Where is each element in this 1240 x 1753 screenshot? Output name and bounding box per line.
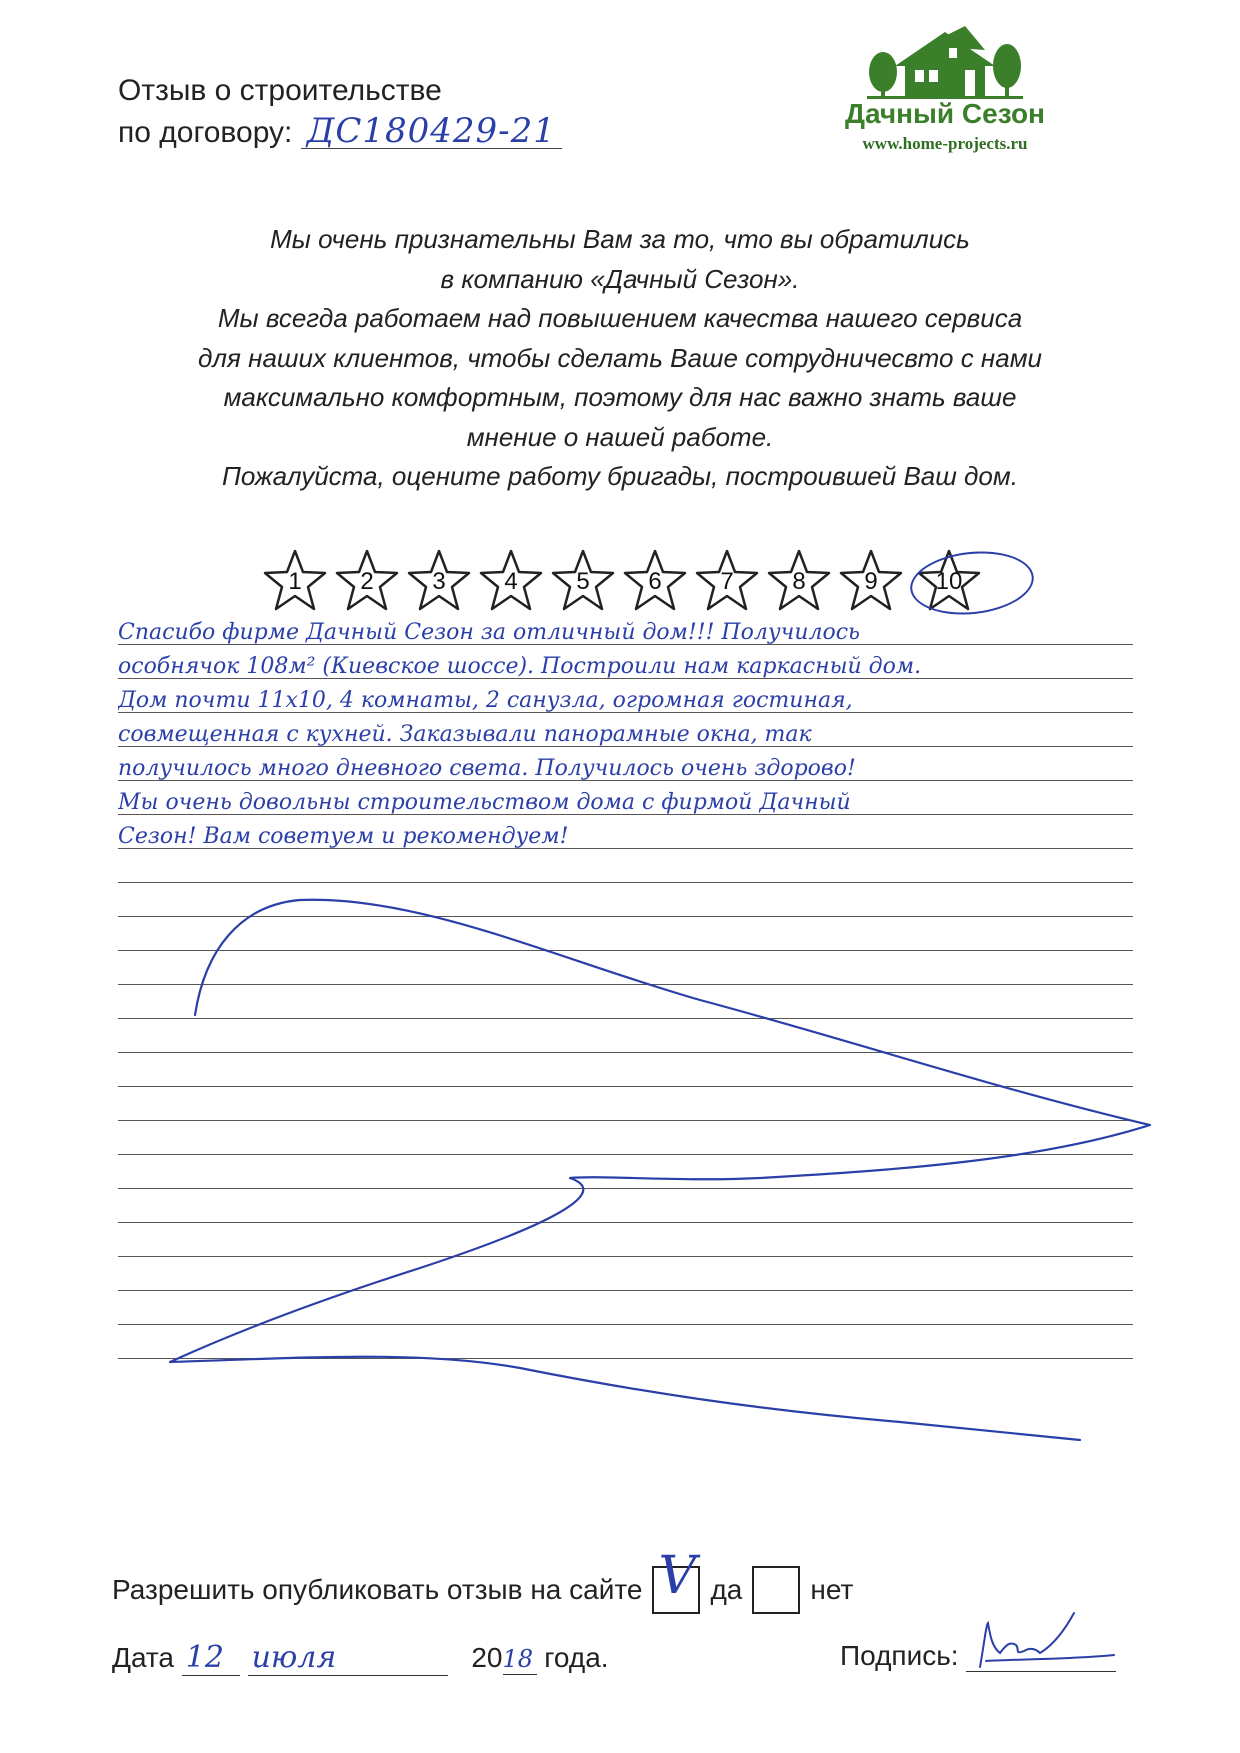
star-number: 8: [792, 568, 806, 595]
review-line: Дом почти 11х10, 4 комнаты, 2 санузла, огромная гостиная,: [118, 688, 853, 713]
contract-number-field[interactable]: ДС180429-21: [301, 114, 562, 149]
star-number: 9: [864, 568, 878, 595]
publish-permission: [112, 1546, 854, 1614]
date-month-value: июля: [251, 1640, 337, 1675]
star-number: 3: [432, 568, 446, 595]
star-number: 2: [360, 568, 374, 595]
review-line: совмещенная с кухней. Заказывали панорамные окна, так: [118, 722, 812, 747]
date-label: Дата: [112, 1642, 175, 1673]
date-month-field[interactable]: [248, 1640, 448, 1676]
star-number: 7: [720, 568, 734, 595]
signature-field[interactable]: [966, 1641, 1116, 1672]
intro-line: для наших клиентов, чтобы сделать Ваше сотрудничесвто с нами: [198, 342, 1042, 373]
date-row: [112, 1640, 609, 1676]
signature-row: [840, 1640, 1116, 1672]
date-year-field[interactable]: [503, 1642, 537, 1675]
publish-no-label: нет: [810, 1574, 854, 1605]
star-number: 6: [648, 568, 662, 595]
star-number: 4: [504, 568, 518, 595]
intro-line: Пожалуйста, оцените работу бригады, построившей Ваш дом.: [222, 461, 1018, 491]
intro-line: Мы очень признательны Вам за то, что вы обратились: [270, 224, 970, 254]
review-line: Сезон! Вам советуем и рекомендуем!: [118, 824, 569, 849]
signature-scribble-icon: [966, 1605, 1116, 1675]
title-line: Отзыв о строительстве: [118, 74, 442, 107]
publish-no-checkbox[interactable]: [752, 1566, 800, 1614]
star-number: 1: [288, 568, 302, 595]
date-year-prefix: 20: [471, 1642, 503, 1673]
intro-line: Мы всегда работаем над повышением качества нашего сервиса: [217, 303, 1023, 333]
review-line: получилось много дневного света. Получилось очень здорово!: [118, 756, 856, 781]
intro-line: максимально комфортным, поэтому для нас важно знать ваше: [223, 382, 1017, 412]
signature-label: Подпись:: [840, 1640, 959, 1671]
date-day-field[interactable]: [182, 1640, 240, 1676]
date-day-value: 12: [185, 1640, 224, 1675]
brand-url: www.home-projects.ru: [862, 134, 1028, 153]
intro-line: в компанию «Дачный Сезон».: [440, 263, 800, 294]
review-line: Спасибо фирме Дачный Сезон за отличный дом!!! Получилось: [118, 620, 861, 645]
intro-line: мнение о нашей работе.: [466, 421, 774, 452]
publish-yes-checkbox[interactable]: [652, 1546, 700, 1614]
star-number: 10: [935, 568, 963, 595]
publish-yes-label: да: [710, 1574, 743, 1605]
check-mark-icon: V: [658, 1546, 697, 1606]
date-year-value: 18: [502, 1645, 534, 1673]
contract-label: по договору:: [118, 116, 293, 149]
brand-name: Дачный Сезон: [845, 98, 1045, 129]
review-line: Мы очень довольны строительством дома с фирмой Дачный: [118, 790, 851, 815]
review-line: особнячок 108м² (Киевское шоссе). Построили нам каркасный дом.: [118, 654, 922, 679]
publish-label: Разрешить опубликовать отзыв на сайте: [112, 1574, 643, 1605]
star-number: 5: [576, 568, 590, 595]
date-year-suffix: года.: [544, 1642, 609, 1673]
